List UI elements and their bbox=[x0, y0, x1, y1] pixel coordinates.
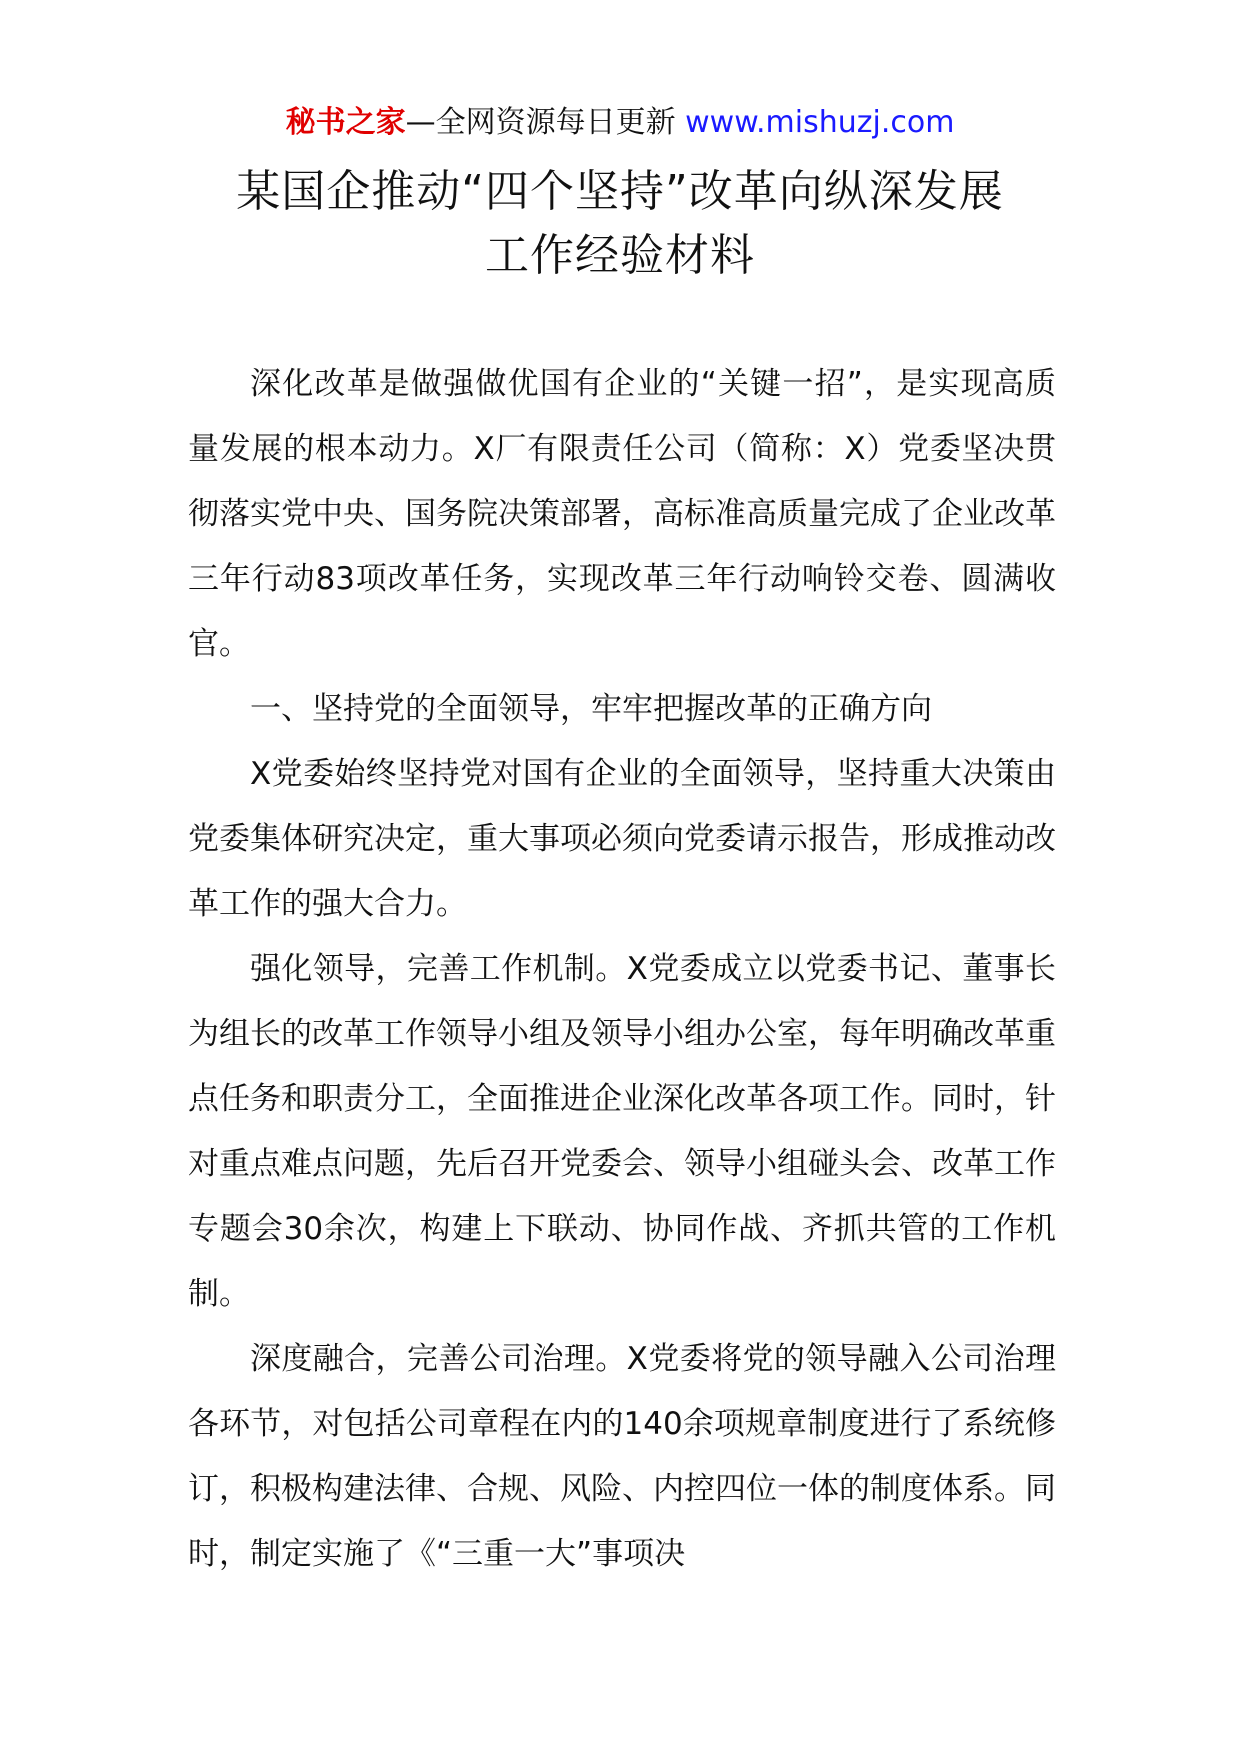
site-header bbox=[0, 103, 1240, 143]
document-body bbox=[188, 352, 1056, 1587]
body-paragraph: X党委始终坚持党对国有企业的全面领导，坚持重大决策由党委集体研究决定，重大事项必须向党委请示报告，形成推动改革工作的强大合力。 bbox=[188, 756, 1056, 922]
section-heading: 一、坚持党的全面领导，牢牢把握改革的正确方向 bbox=[250, 691, 932, 727]
header-tagline: —全网资源每日更新 bbox=[405, 105, 686, 140]
title-line-2: 工作经验材料 bbox=[485, 230, 755, 281]
title-line-1: 某国企推动“四个坚持”改革向纵深发展 bbox=[236, 166, 1004, 217]
site-url-link[interactable]: www.mishuzj.com bbox=[685, 105, 955, 140]
intro-paragraph: 深化改革是做强做优国有企业的“关键一招”，是实现高质量发展的根本动力。X厂有限责任公司（简称：X）党委坚决贯彻落实党中央、国务院决策部署，高标准高质量完成了企业改革三年行动83项改革任务，实现改革三年行动响铃交卷、圆满收官。 bbox=[188, 366, 1056, 662]
document-title bbox=[120, 160, 1120, 288]
brand-name: 秘书之家 bbox=[285, 105, 406, 140]
body-paragraph: 深度融合，完善公司治理。X党委将党的领导融入公司治理各环节，对包括公司章程在内的140余项规章制度进行了系统修订，积极构建法律、合规、风险、内控四位一体的制度体系。同时，制定实施了《“三重一大”事项决 bbox=[188, 1341, 1056, 1572]
body-paragraph: 强化领导，完善工作机制。X党委成立以党委书记、董事长为组长的改革工作领导小组及领导小组办公室，每年明确改革重点任务和职责分工，全面推进企业深化改革各项工作。同时，针对重点难点问题，先后召开党委会、领导小组碰头会、改革工作专题会30余次，构建上下联动、协同作战、齐抓共管的工作机制。 bbox=[188, 951, 1056, 1312]
